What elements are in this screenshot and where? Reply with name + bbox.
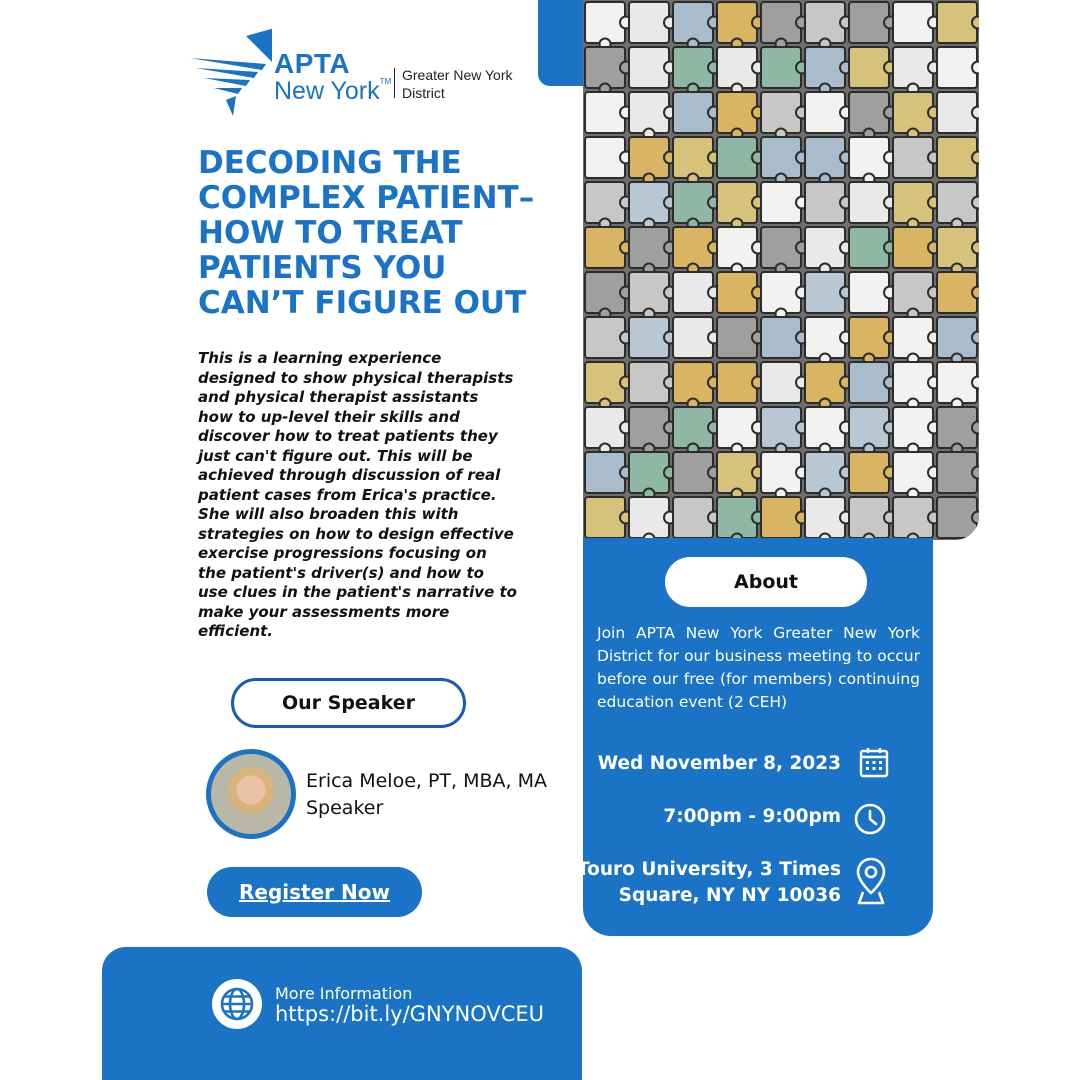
event-date: Wed November 8, 2023 — [597, 753, 841, 774]
puzzle-image — [583, 0, 979, 540]
description: This is a learning experience designed to show physical therapists and physical therapist assistants how to up-level their skills and discover how to treat patients they just can't figure out. This will be achieved through discussion of real patient cases from Erica's practice. She will also broaden this with strategies on how to design effective exercise progressions focusing on the patient's driver(s) and how to use clues in the patient's narrative to make your assessments more efficient. — [198, 349, 517, 640]
about-label: About — [665, 557, 867, 607]
puzzle-knob — [972, 287, 979, 299]
headline-line: PATIENTS YOU — [198, 250, 447, 286]
event-location: Touro University, 3 Times Square, NY NY 10036 — [577, 859, 841, 906]
puzzle-knob — [972, 62, 979, 74]
more-info-label: More Information — [275, 984, 413, 1003]
globe-icon — [212, 979, 262, 1029]
headline-line: HOW TO TREAT — [198, 215, 463, 251]
headline-line: CAN’T FIGURE OUT — [198, 285, 527, 321]
register-now-button[interactable]: Register Now — [207, 867, 422, 917]
puzzle-knob — [972, 152, 979, 164]
headline — [198, 146, 558, 321]
map-pin-icon — [855, 856, 887, 906]
logo-new-york-text: New York™ — [274, 77, 392, 105]
puzzle-knob — [972, 17, 979, 29]
logo-apta-text: APTA — [274, 48, 351, 79]
puzzle-knob — [972, 197, 979, 209]
puzzle-knob — [972, 332, 979, 344]
speaker-photo — [211, 754, 291, 834]
more-info-link[interactable]: https://bit.ly/GNYNOVCEU — [275, 1002, 545, 1026]
puzzle-knob — [972, 467, 979, 479]
clock-icon — [853, 802, 887, 836]
puzzle-knob — [972, 242, 979, 254]
puzzle-illustration — [583, 0, 979, 540]
headline-line: DECODING THE — [198, 145, 462, 181]
logo-district-text: Greater New York District — [402, 67, 513, 101]
logo-divider — [394, 68, 395, 98]
about-text: Join APTA New York Greater New York District for our business meeting to occur before our free (for members) continuing education event (2 CEH) — [597, 624, 920, 711]
headline-line: COMPLEX PATIENT– — [198, 180, 535, 216]
apta-logo-mark — [186, 24, 272, 120]
our-speaker-label: Our Speaker — [231, 678, 466, 728]
puzzle-knob — [972, 107, 979, 119]
puzzle-knob — [972, 422, 979, 434]
trademark: TM — [379, 77, 392, 86]
calendar-icon — [858, 746, 890, 778]
speaker-name: Erica Meloe, PT, MBA, MA — [306, 770, 548, 792]
puzzle-knob — [972, 377, 979, 389]
speaker-role: Speaker — [306, 797, 384, 819]
apta-logo — [186, 24, 516, 120]
event-time: 7:00pm - 9:00pm — [663, 806, 841, 827]
speaker-avatar — [206, 749, 296, 839]
puzzle-knob — [972, 512, 979, 524]
